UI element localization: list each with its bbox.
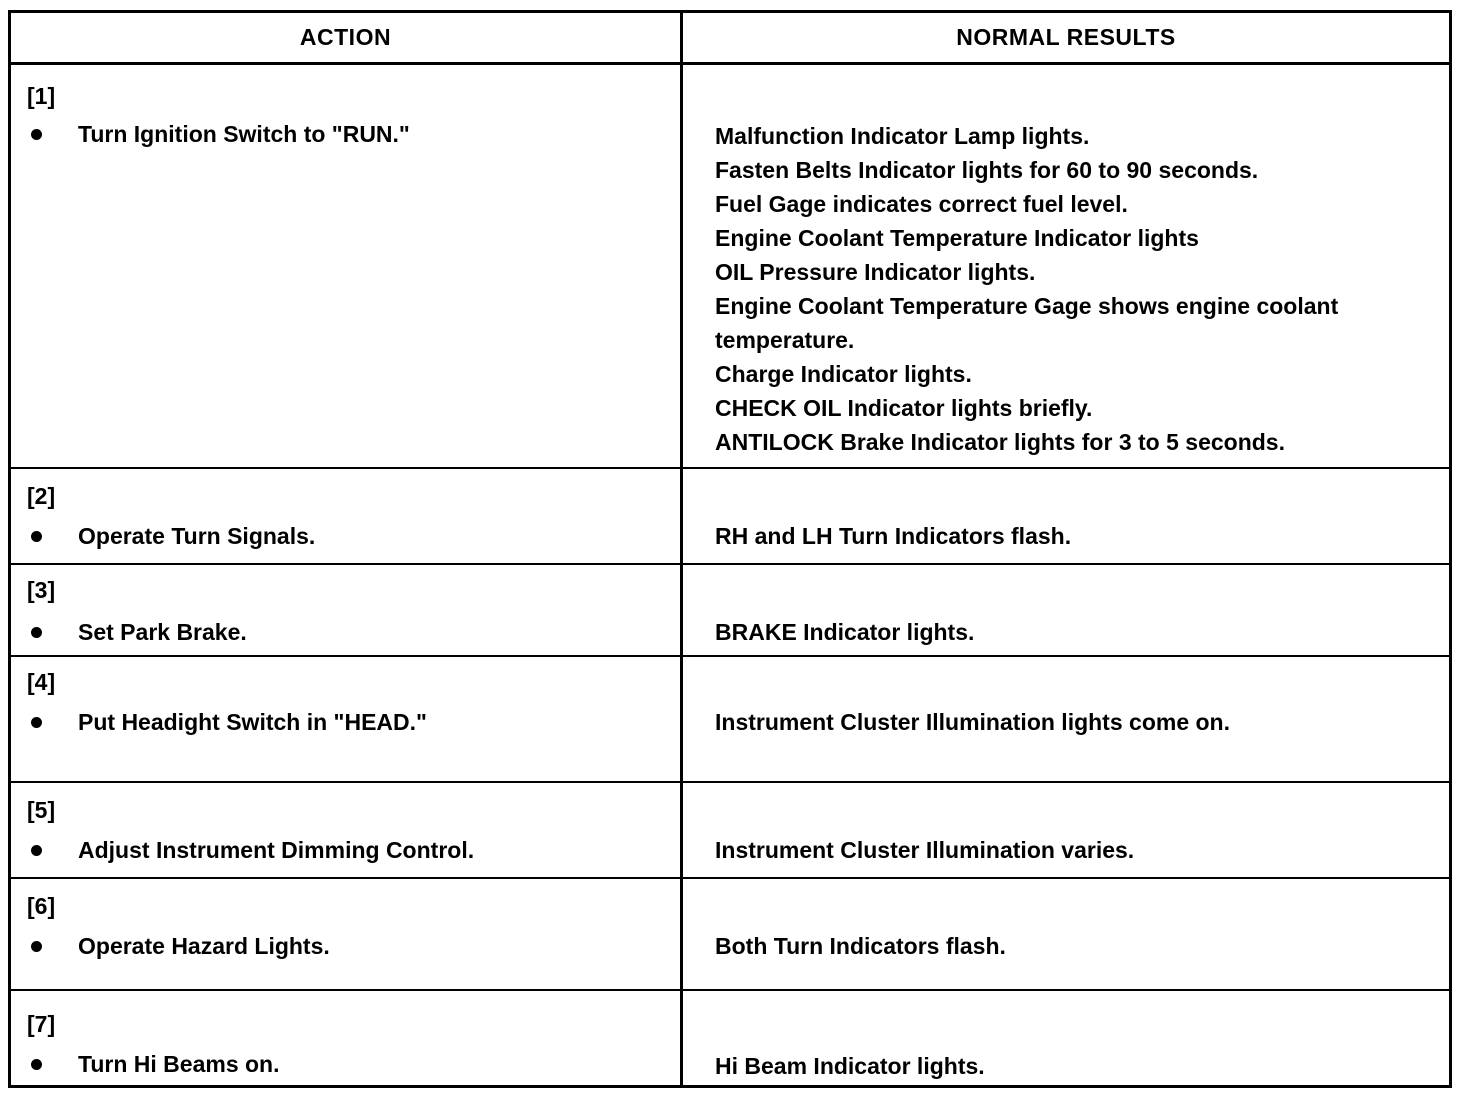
result-line: Charge Indicator lights. [715, 361, 972, 387]
result-line: Both Turn Indicators flash. [715, 933, 1006, 959]
result-line: Engine Coolant Temperature Gage shows engine coolant temperature. [715, 293, 1339, 353]
bullet-icon [31, 627, 42, 638]
header-normal-results: NORMAL RESULTS [683, 13, 1449, 65]
result-line: ANTILOCK Brake Indicator lights for 3 to 5 seconds. [715, 429, 1285, 455]
action-cell-1 [11, 65, 683, 469]
action-cell-7 [11, 991, 683, 1085]
result-cell-4 [683, 657, 1449, 783]
test-procedure-table [8, 10, 1452, 1088]
result-line: OIL Pressure Indicator lights. [715, 259, 1036, 285]
action-text: Adjust Instrument Dimming Control. [78, 837, 475, 863]
action-item [27, 121, 410, 148]
result-cell-5 [683, 783, 1449, 879]
bullet-icon [31, 129, 42, 140]
result-cell-7 [683, 991, 1449, 1085]
result-line: CHECK OIL Indicator lights briefly. [715, 395, 1093, 421]
action-text: Operate Hazard Lights. [78, 933, 330, 959]
bullet-icon [31, 531, 42, 542]
action-item [27, 933, 330, 960]
result-block [715, 929, 1439, 963]
result-cell-2 [683, 469, 1449, 565]
bullet-icon [31, 845, 42, 856]
action-cell-5 [11, 783, 683, 879]
result-block [715, 119, 1439, 459]
action-item [27, 837, 474, 864]
step-number: [1] [27, 83, 56, 109]
action-text: Turn Hi Beams on. [78, 1051, 280, 1077]
bullet-icon [31, 941, 42, 952]
action-text: Put Headight Switch in "HEAD." [78, 709, 427, 735]
result-line: Engine Coolant Temperature Indicator lights [715, 225, 1199, 251]
result-line: Instrument Cluster Illumination varies. [715, 837, 1135, 863]
result-line: Fasten Belts Indicator lights for 60 to 90 seconds. [715, 157, 1259, 183]
step-number: [4] [27, 669, 56, 695]
action-text: Turn Ignition Switch to "RUN." [78, 121, 410, 147]
header-action: ACTION [11, 13, 683, 65]
step-number: [3] [27, 577, 56, 603]
result-block [715, 1049, 1439, 1083]
step-number: [6] [27, 893, 56, 919]
action-text: Operate Turn Signals. [78, 523, 316, 549]
result-line: Fuel Gage indicates correct fuel level. [715, 191, 1128, 217]
step-number: [7] [27, 1011, 56, 1037]
result-line: RH and LH Turn Indicators flash. [715, 523, 1072, 549]
bullet-icon [31, 1059, 42, 1070]
result-block [715, 833, 1439, 867]
step-number: [2] [27, 483, 56, 509]
result-cell-3 [683, 565, 1449, 657]
result-line: BRAKE Indicator lights. [715, 619, 975, 645]
result-block [715, 705, 1439, 739]
action-text: Set Park Brake. [78, 619, 247, 645]
result-line: Hi Beam Indicator lights. [715, 1053, 985, 1079]
result-line: Instrument Cluster Illumination lights come on. [715, 709, 1230, 735]
bullet-icon [31, 717, 42, 728]
action-item [27, 523, 315, 550]
result-line: Malfunction Indicator Lamp lights. [715, 123, 1090, 149]
action-cell-2 [11, 469, 683, 565]
action-cell-6 [11, 879, 683, 991]
result-block [715, 615, 1439, 649]
action-cell-4 [11, 657, 683, 783]
step-number: [5] [27, 797, 56, 823]
result-cell-1 [683, 65, 1449, 469]
result-block [715, 519, 1439, 553]
action-cell-3 [11, 565, 683, 657]
result-cell-6 [683, 879, 1449, 991]
result-list [715, 119, 1439, 459]
action-item [27, 1051, 280, 1078]
action-item [27, 619, 247, 646]
action-item [27, 709, 427, 736]
